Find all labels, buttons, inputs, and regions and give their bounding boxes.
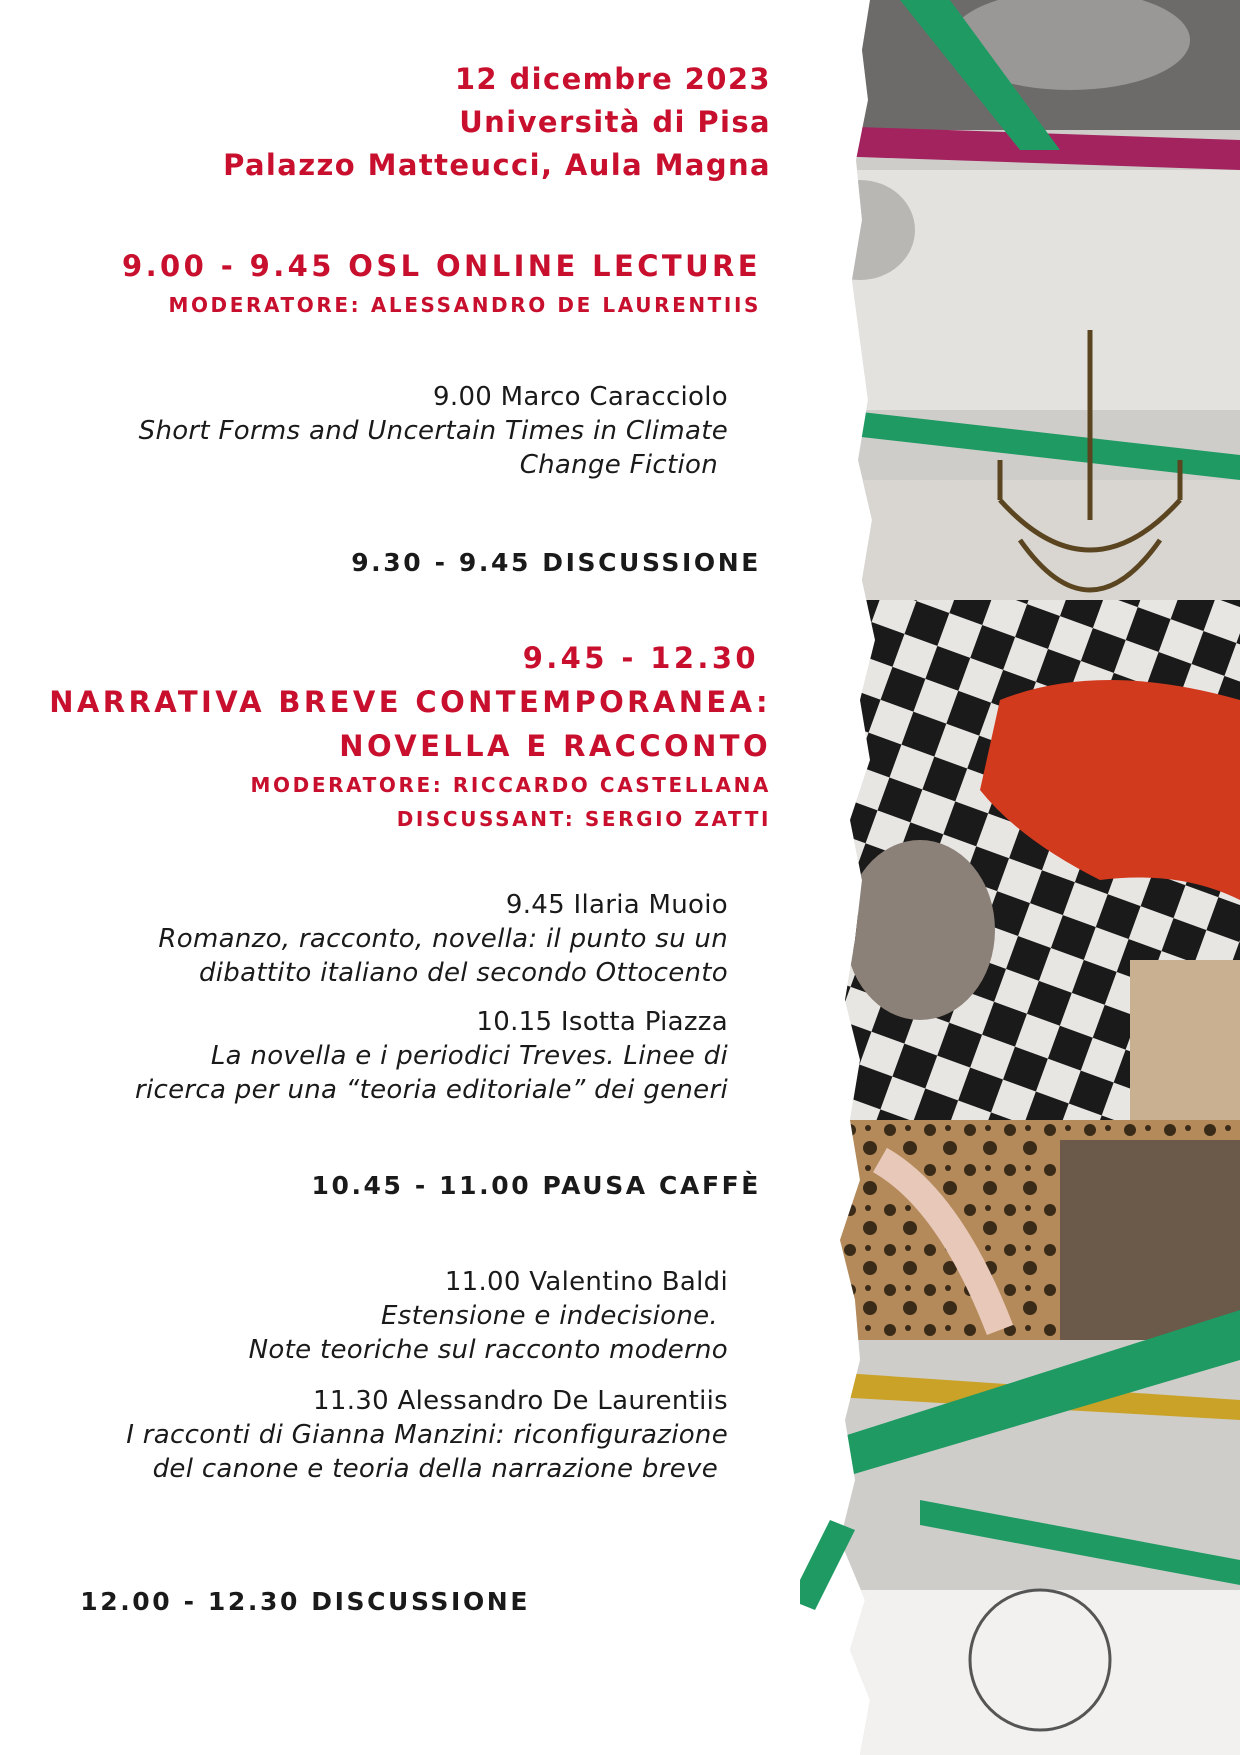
talk-item [139,380,728,482]
talk-item [135,1005,728,1107]
collage-artwork [800,0,1240,1755]
event-header [223,58,771,187]
session-1-moderator: MODERATORE: ALESSANDRO DE LAURENTIIS [168,293,761,317]
talk-title: del canone e teoria della narrazione breve [152,1454,718,1484]
collage-face-2 [805,180,915,280]
collage-ribbon-green-stray [800,1520,855,1610]
talk-title: I racconti di Gianna Manzini: riconfigurazione [126,1420,728,1450]
talk-speaker: 11.30 Alessandro De Laurentiis [313,1386,728,1416]
collage-man-face [845,840,995,1020]
coffee-break: 10.45 - 11.00 PAUSA CAFFÈ [311,1171,761,1200]
talk-item [126,1384,728,1486]
collage-sketch [800,1590,1240,1755]
session-2-moderator: MODERATORE: RICCARDO CASTELLANA [250,773,771,797]
talk-speaker: 9.45 Ilaria Muoio [505,890,728,920]
talk-speaker: 9.00 Marco Caracciolo [433,382,728,412]
event-venue: Palazzo Matteucci, Aula Magna [223,148,771,182]
talk-speaker: 11.00 Valentino Baldi [444,1267,728,1297]
talk-title: ricerca per una “teoria editoriale” dei generi [135,1075,728,1105]
event-date: 12 dicembre 2023 [454,62,771,96]
session-2-time: 9.45 - 12.30 [522,641,759,675]
talk-title: Short Forms and Uncertain Times in Climate [138,416,728,446]
talk-title: Romanzo, racconto, novella: il punto su un [158,924,728,954]
collage-dark-clothing [1060,1140,1240,1340]
discussion-break: 12.00 - 12.30 DISCUSSIONE [80,1587,530,1616]
session-2-discussant: DISCUSSANT: SERGIO ZATTI [396,807,771,831]
event-university: Università di Pisa [459,105,771,139]
talk-speaker: 10.15 Isotta Piazza [476,1007,728,1037]
session-2-title: NARRATIVA BREVE CONTEMPORANEA: [49,685,771,719]
talk-title: Change Fiction [519,450,718,480]
talk-title: Note teoriche sul racconto moderno [248,1335,728,1365]
session-1-title: 9.00 - 9.45 OSL ONLINE LECTURE [122,249,761,283]
talk-title: La novella e i periodici Treves. Linee di [210,1041,728,1071]
talk-item [158,888,728,990]
discussion-break: 9.30 - 9.45 DISCUSSIONE [351,548,761,577]
talk-title: Estensione e indecisione. [381,1301,718,1331]
session-1 [122,244,761,322]
talk-item [249,1265,728,1367]
session-2 [49,636,771,836]
talk-title: dibattito italiano del secondo Ottocento [198,958,728,988]
session-2-title: NOVELLA E RACCONTO [339,729,771,763]
